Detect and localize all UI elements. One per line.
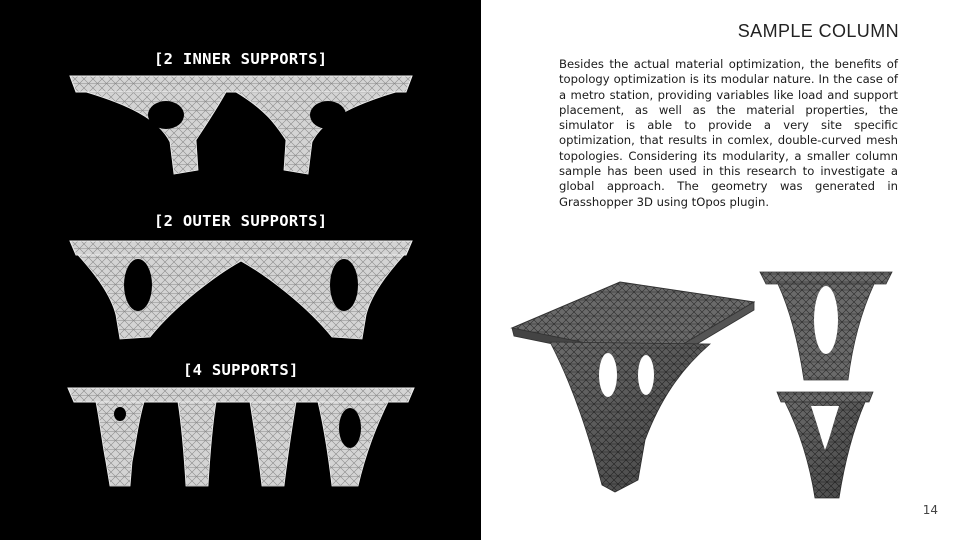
- sample-column-perspective-image: [510, 280, 755, 495]
- four-supports-model-image: [66, 382, 416, 492]
- slide-title: SAMPLE COLUMN: [737, 21, 899, 41]
- inner-supports-model-image: [66, 70, 416, 180]
- section-label-outer-supports: [2 OUTER SUPPORTS]: [154, 212, 328, 230]
- body-paragraph: Besides the actual material optimization, the benefits of topology optimization is its modular nature. In the case of a metro station, providing variables like load and support placement, as well as the material properties, the simulator is able to provide a very site specific optimization, that results in comlex, double-curved mesh topologies. Considering its modularity, a smaller column sample has been used in this research to investigate a global approach. The geometry was generated in Grasshopper 3D using tOpos plugin.: [559, 57, 898, 209]
- sample-column-side-view-image: [775, 390, 875, 502]
- sample-column-front-view-image: [758, 270, 894, 385]
- page-number: 14: [922, 503, 938, 517]
- section-label-four-supports: [4 SUPPORTS]: [183, 361, 299, 379]
- section-label-inner-supports: [2 INNER SUPPORTS]: [154, 50, 328, 68]
- outer-supports-model-image: [66, 235, 416, 345]
